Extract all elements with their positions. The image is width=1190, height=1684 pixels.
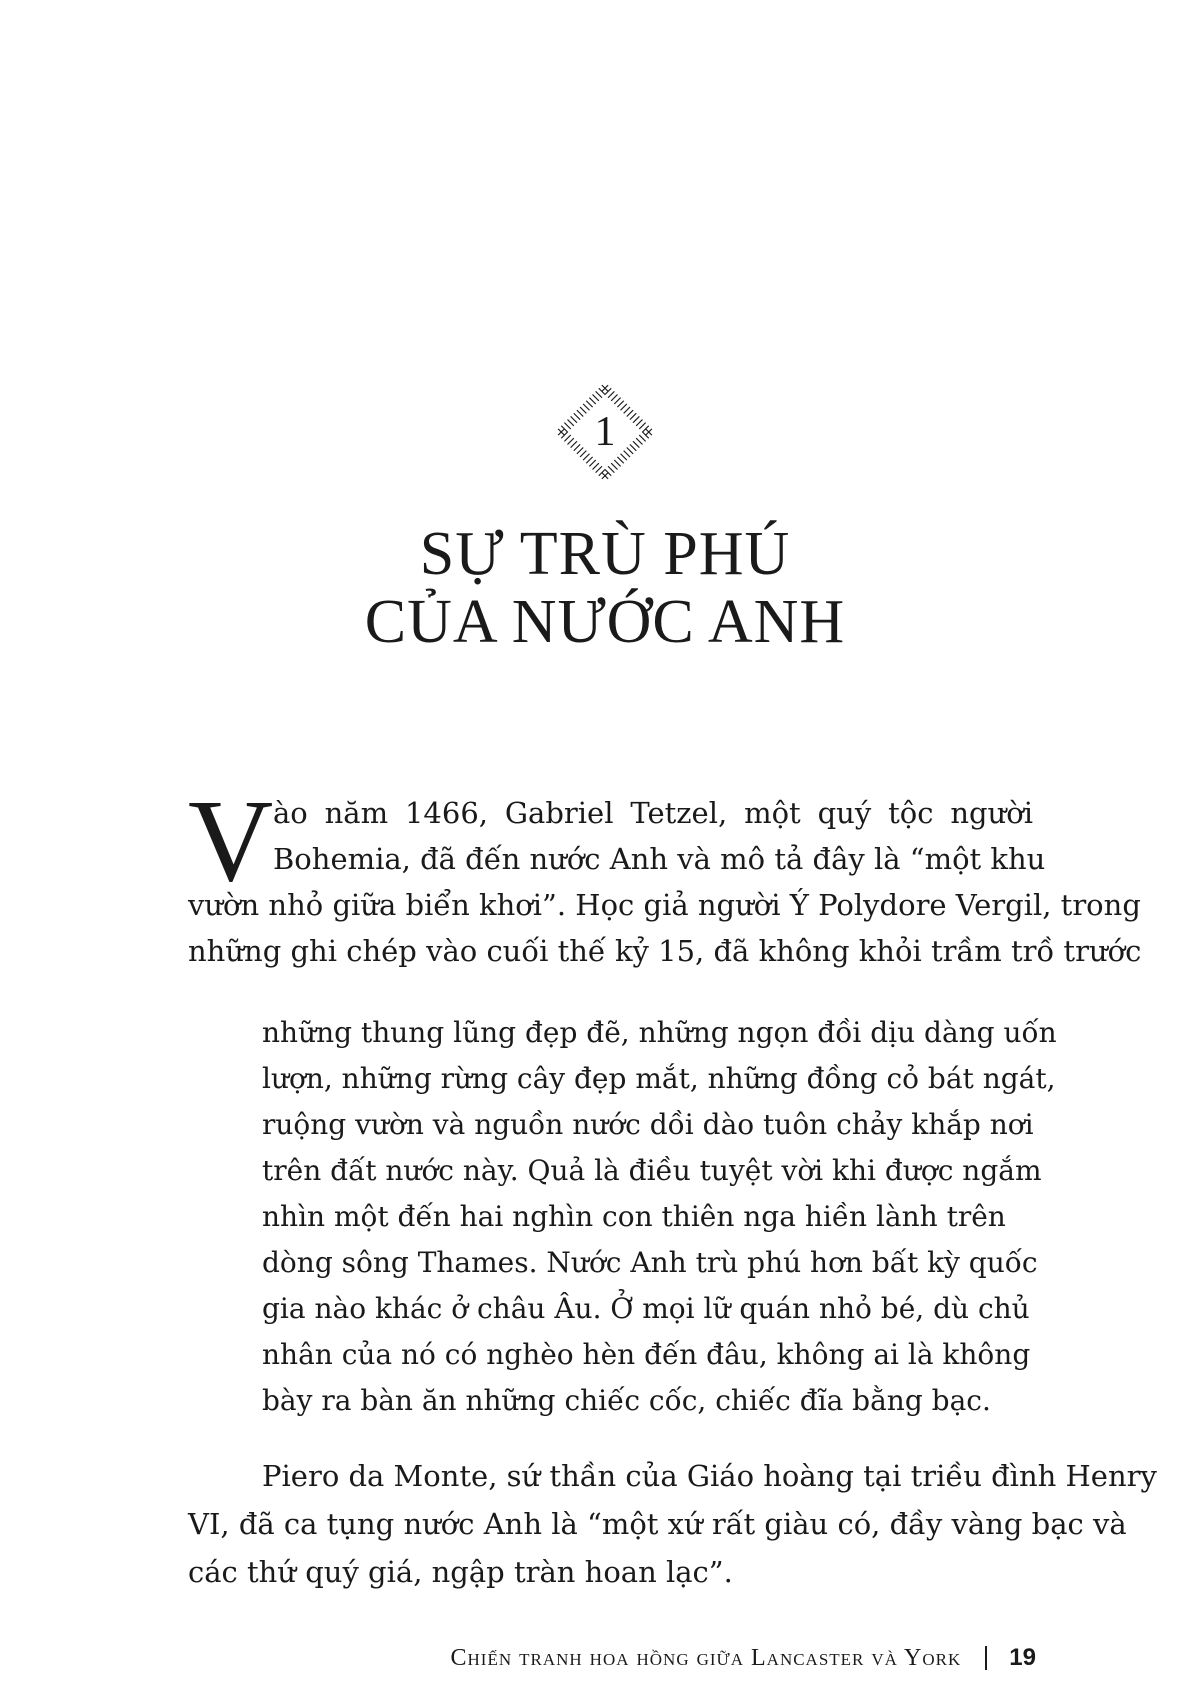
lead-line: ào năm 1466, Gabriel Tetzel, một quý tộc người <box>273 796 1033 830</box>
body-line: VI, đã ca tụng nước Anh là “một xứ rất giàu có, đầy vàng bạc và <box>188 1507 1127 1541</box>
quote-line: trên đất nước này. Quả là điều tuyệt vời khi được ngắm <box>262 1154 1042 1187</box>
running-title: Chiến tranh hoa hồng giữa Lancaster và York <box>450 1644 962 1671</box>
lead-paragraph <box>188 790 1142 974</box>
quote-line: dòng sông Thames. Nước Anh trù phú hơn bất kỳ quốc <box>262 1246 1038 1279</box>
chapter-number: 1 <box>594 409 616 455</box>
quote-line: nhìn một đến hai nghìn con thiên nga hiền lành trên <box>262 1200 1006 1233</box>
body-line: Piero da Monte, sứ thần của Giáo hoàng tại triều đình Henry <box>262 1459 1157 1493</box>
chapter-title-line-1: SỰ TRÙ PHÚ <box>419 520 791 588</box>
chapter-title-line-2: CỦA NƯỚC ANH <box>364 588 846 656</box>
quote-line: những thung lũng đẹp đẽ, những ngọn đồi dịu dàng uốn <box>262 1016 1057 1049</box>
footer-divider <box>985 1646 987 1670</box>
drop-cap: V <box>188 775 274 906</box>
running-footer <box>376 1640 1036 1676</box>
block-quote <box>262 1010 1057 1424</box>
body-line: các thứ quý giá, ngập tràn hoan lạc”. <box>188 1555 733 1589</box>
lead-line: vườn nhỏ giữa biển khơi”. Học giả người Ý Polydore Vergil, trong <box>188 888 1141 922</box>
body-paragraph <box>188 1452 1157 1596</box>
page-number: 19 <box>1009 1644 1036 1671</box>
quote-line: nhân của nó có nghèo hèn đến đâu, không ai là không <box>262 1338 1031 1371</box>
quote-line: bày ra bàn ăn những chiếc cốc, chiếc đĩa bằng bạc. <box>262 1384 991 1417</box>
lead-line: những ghi chép vào cuối thế kỷ 15, đã không khỏi trầm trồ trước <box>188 934 1142 968</box>
quote-line: gia nào khác ở châu Âu. Ở mọi lữ quán nhỏ bé, dù chủ <box>262 1292 1030 1325</box>
lead-line: Bohemia, đã đến nước Anh và mô tả đây là “một khu <box>273 842 1046 876</box>
quote-line: ruộng vườn và nguồn nước dồi dào tuôn chảy khắp nơi <box>262 1108 1034 1141</box>
quote-line: lượn, những rừng cây đẹp mắt, những đồng cỏ bát ngát, <box>262 1062 1056 1095</box>
